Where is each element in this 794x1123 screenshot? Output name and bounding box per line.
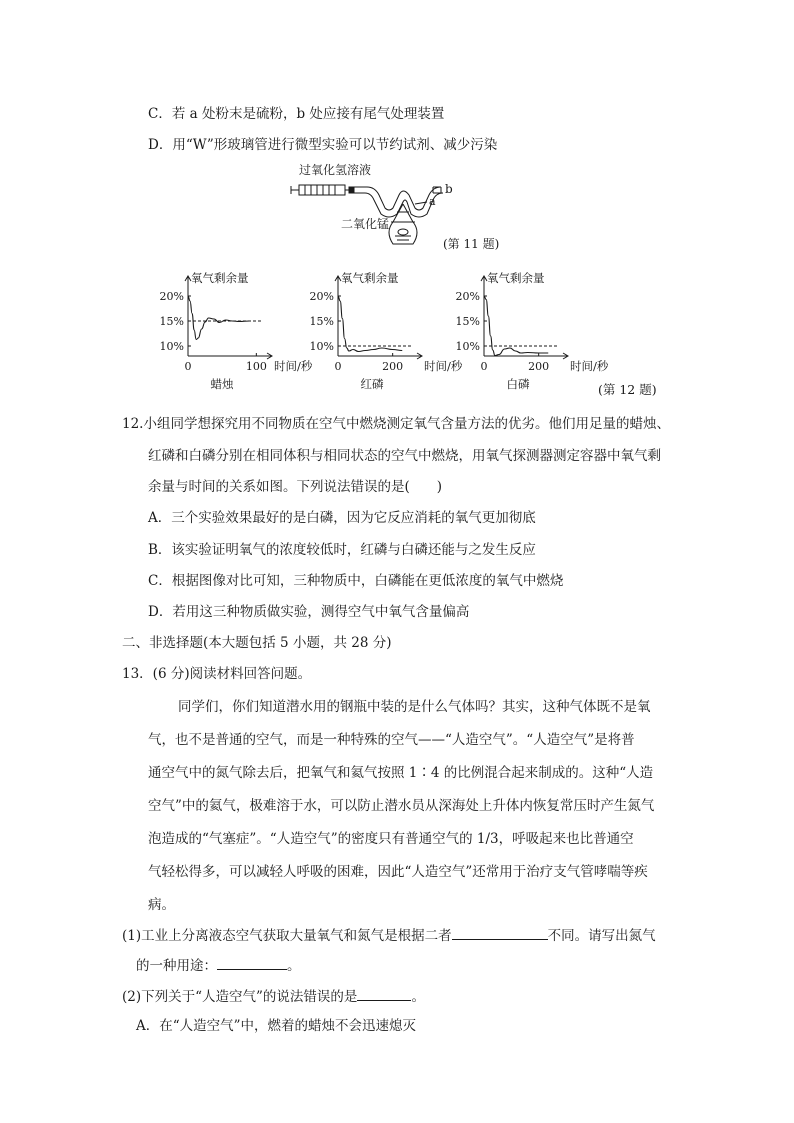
- x-tick-label: 200: [382, 360, 404, 373]
- q12-figure-caption: (第 12 题): [598, 382, 657, 397]
- answer-blank-3[interactable]: [357, 986, 411, 1001]
- q11-apparatus-figure: [285, 160, 525, 256]
- section2-heading: 二、非选择题(本大题包括 5 小题，共 28 分): [122, 635, 392, 651]
- q13-passage-line: 气，也不是普通的空气，而是一种特殊的空气——“人造空气”。“人造空气”是将普: [148, 732, 635, 748]
- syringe-icon: [291, 185, 354, 195]
- y-tick-label: 20%: [159, 290, 184, 303]
- series-line-2: [338, 296, 402, 352]
- y-tick-label: 10%: [309, 340, 334, 353]
- y-tick-label: 15%: [455, 315, 480, 328]
- q11-option-c: C．若 a 处粉末是硫粉，b 处应接有尾气处理装置: [148, 106, 445, 122]
- answer-blank-1[interactable]: [452, 925, 548, 940]
- series-line-1: [188, 296, 250, 340]
- q13-sub1-text: 。: [287, 958, 301, 974]
- q13-sub1-text: 的一种用途：: [136, 958, 217, 974]
- q13-sub2-line: [122, 986, 425, 1007]
- q13-stem: 13．(6 分)阅读材料回答问题。: [122, 666, 312, 682]
- q13-passage-line: 病。: [148, 897, 175, 913]
- q12-stem-line2: 红磷和白磷分别在相同体积与相同状态的空气中燃烧，用氧气探测器测定容器中氧气剩: [148, 448, 661, 464]
- x-axis-label: 时间/秒: [570, 359, 609, 373]
- chart-title: 红磷: [360, 377, 384, 391]
- burner-stand: [389, 202, 427, 244]
- q13-sub1-line2: [136, 955, 301, 976]
- y-tick-label: 20%: [309, 290, 334, 303]
- q13-sub1-text: (1)工业上分离液态空气获取大量氧气和氮气是根据二者: [122, 928, 452, 944]
- x-axis-label: 时间/秒: [274, 359, 313, 373]
- y-tick-label: 10%: [159, 340, 184, 353]
- q12-option-d: D．若用这三种物质做实验，测得空气中氧气含量偏高: [148, 604, 470, 620]
- x-tick-label: 0: [334, 360, 342, 373]
- y-tick-label: 20%: [455, 290, 480, 303]
- series-line-3: [484, 296, 548, 356]
- q12-option-a: A．三个实验效果最好的是白磷，因为它反应消耗的氧气更加彻底: [148, 510, 536, 526]
- y-tick-label: 10%: [455, 340, 480, 353]
- q12-charts: [150, 266, 670, 400]
- q13-passage-line: 空气”中的氦气，极难溶于水，可以防止潜水员从深海处上升体内恢复常压时产生氮气: [148, 798, 655, 814]
- chart-title: 白磷: [506, 377, 530, 391]
- y-tick-label: 15%: [309, 315, 334, 328]
- q11-label-b: b: [445, 182, 453, 196]
- q11-label-catalyst: 二氧化锰: [341, 217, 390, 231]
- x-tick-label: 0: [480, 360, 488, 373]
- q13-passage-line: 泡造成的“气塞症”。“人造空气”的密度只有普通空气的 1/3，呼吸起来也比普通空: [148, 831, 634, 847]
- q13-sub1-line1: [122, 925, 656, 946]
- y-tick-label: 15%: [159, 315, 184, 328]
- q12-option-c: C．根据图像对比可知，三种物质中，白磷能在更低浓度的氧气中燃烧: [148, 573, 564, 589]
- q11-label-a: a: [429, 195, 436, 208]
- q11-caption: (第 11 题): [443, 237, 500, 251]
- x-tick-label: 0: [184, 360, 192, 373]
- q12-stem-line3: 余量与时间的关系如图。下列说法错误的是( ): [148, 479, 443, 495]
- q11-option-d: D．用“W”形玻璃管进行微型实验可以节约试剂、减少污染: [148, 137, 498, 153]
- y-axis-label: 氧气剩余量: [191, 271, 249, 285]
- q12-option-b: B．该实验证明氧气的浓度较低时，红磷与白磷还能与之发生反应: [148, 542, 536, 558]
- chart-title: 蜡烛: [210, 377, 234, 391]
- x-tick-label: 200: [528, 360, 550, 373]
- y-axis-label: 氧气剩余量: [341, 271, 399, 285]
- q13-sub2-text: 。: [411, 989, 425, 1005]
- q12-stem-line1: 12.小组同学想探究用不同物质在空气中燃烧测定氧气含量方法的优劣。他们用足量的蜡烛、: [122, 416, 670, 432]
- x-axis-label: 时间/秒: [424, 359, 463, 373]
- q13-passage-line: 同学们，你们知道潜水用的钢瓶中装的是什么气体吗？其实，这种气体既不是氧: [178, 699, 651, 715]
- q11-label-reagent: 过氧化氢溶液: [299, 163, 372, 177]
- q13-sub2-text: (2)下列关于“人造空气”的说法错误的是: [122, 989, 358, 1005]
- y-axis-label: 氧气剩余量: [487, 271, 545, 285]
- q13-sub2-option-a: A．在“人造空气”中，燃着的蜡烛不会迅速熄灭: [136, 1018, 417, 1034]
- answer-blank-2[interactable]: [217, 955, 287, 970]
- q13-passage-line: 通空气中的氮气除去后，把氧气和氦气按照 1∶4 的比例混合起来制成的。这种“人造: [148, 765, 654, 781]
- q13-sub1-text: 不同。请写出氮气: [547, 928, 656, 944]
- x-tick-label: 100: [245, 360, 267, 373]
- q13-passage-line: 气轻松得多，可以减轻人呼吸的困难，因此“人造空气”还常用于治疗支气管哮喘等疾: [148, 864, 648, 880]
